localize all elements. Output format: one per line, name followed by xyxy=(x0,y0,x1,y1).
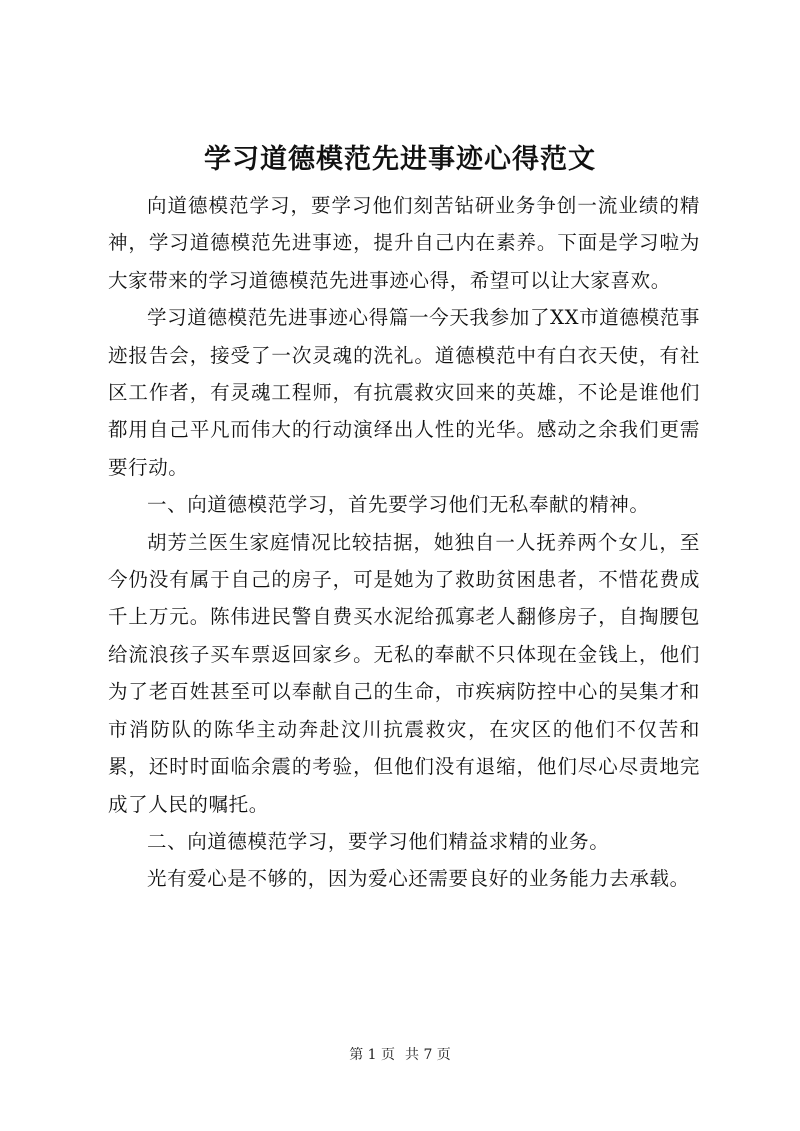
paragraph-intro: 向道德模范学习，要学习他们刻苦钻研业务争创一流业绩的精神，学习道德模范先进事迹，提升自己内在素养。下面是学习啦为大家带来的学习道德模范先进事迹心得，希望可以让大家喜欢。 xyxy=(108,194,700,292)
paragraph-examples: 胡芳兰医生家庭情况比较拮据，她独自一人抚养两个女儿，至今仍没有属于自己的房子，可是她为了救助贫困患者，不惜花费成千上万元。陈伟进民警自费买水泥给孤寡老人翻修房子，自掏腰包给流浪孩子买车票返回家乡。无私的奉献不只体现在金钱上，他们为了老百姓甚至可以奉献自己的生命，市疾病防控中心的吴集才和市消防队的陈华主动奔赴汶川抗震救灾，在灾区的他们不仅苦和累，还时时面临余震的考验，但他们没有退缩，他们尽心尽责地完成了人民的嘱托。 xyxy=(108,530,700,816)
page-footer xyxy=(0,1045,800,1065)
paragraph-report: 学习道德模范先进事迹心得篇一今天我参加了XX市道德模范事迹报告会，接受了一次灵魂的洗礼。道德模范中有白衣天使，有社区工作者，有灵魂工程师，有抗震救灾回来的英雄，不论是谁他们都用自己平凡而伟大的行动演绎出人性的光华。感动之余我们更需要行动。 xyxy=(108,306,700,479)
page-total: 共 7 页 xyxy=(405,1047,451,1063)
page-number: 第 1 页 xyxy=(349,1047,395,1063)
paragraph-skills: 光有爱心是不够的，因为爱心还需要良好的业务能力去承载。 xyxy=(147,867,690,891)
document-body xyxy=(108,187,700,898)
paragraph-heading-two: 二、向道德模范学习，要学习他们精益求精的业务。 xyxy=(147,829,610,853)
document-title: 学习道德模范先进事迹心得范文 xyxy=(204,144,596,175)
paragraph-heading-one: 一、向道德模范学习，首先要学习他们无私奉献的精神。 xyxy=(147,493,650,517)
